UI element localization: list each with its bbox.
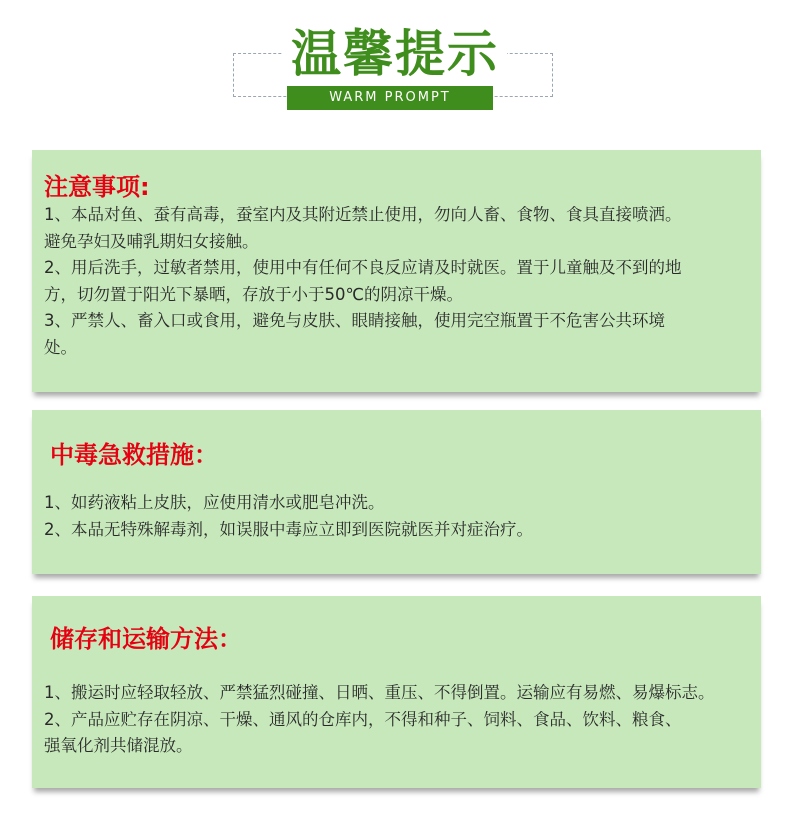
- storage-line-1: 1、搬运时应轻取轻放、严禁猛烈碰撞、日晒、重压、不得倒置。运输应有易燃、易爆标志。: [44, 683, 715, 702]
- page-title: 温馨提示: [0, 24, 790, 84]
- notice-line-5: 3、严禁人、畜入口或食用，避免与皮肤、眼睛接触，使用完空瓶置于不危害公共环境: [44, 311, 665, 330]
- section-heading: 储存和运输方法：: [50, 625, 242, 653]
- notice-line-1: 1、本品对鱼、蚕有高毒，蚕室内及其附近禁止使用，勿向人畜、食物、食具直接喷洒。: [44, 205, 682, 224]
- notice-section: [32, 150, 761, 392]
- first-aid-section: [32, 410, 761, 574]
- page-subtitle: WARM PROMPT: [287, 86, 493, 110]
- section-heading: 注意事项:: [44, 173, 150, 201]
- notice-line-6: 处。: [44, 337, 77, 357]
- notice-line-3: 2、用后洗手，过敏者禁用，使用中有任何不良反应请及时就医。置于儿童触及不到的地: [44, 258, 682, 277]
- storage-line-3: 强氧化剂共储混放。: [44, 736, 193, 755]
- storage-line-2: 2、产品应贮存在阴凉、干燥、通风的仓库内，不得和种子、饲料、食品、饮料、粮食、: [44, 709, 682, 729]
- section-heading: 中毒急救措施：: [50, 441, 218, 469]
- notice-line-4: 方，切勿置于阳光下暴晒，存放于小于50℃的阴凉干燥。: [44, 284, 464, 304]
- storage-section: [32, 596, 761, 788]
- warm-prompt-header: [0, 0, 790, 130]
- first-aid-line-1: 1、如药液粘上皮肤，应使用清水或肥皂冲洗。: [44, 493, 385, 512]
- first-aid-line-2: 2、本品无特殊解毒剂，如误服中毒应立即到医院就医并对症治疗。: [44, 519, 533, 539]
- notice-line-2: 避免孕妇及哺乳期妇女接触。: [44, 231, 259, 251]
